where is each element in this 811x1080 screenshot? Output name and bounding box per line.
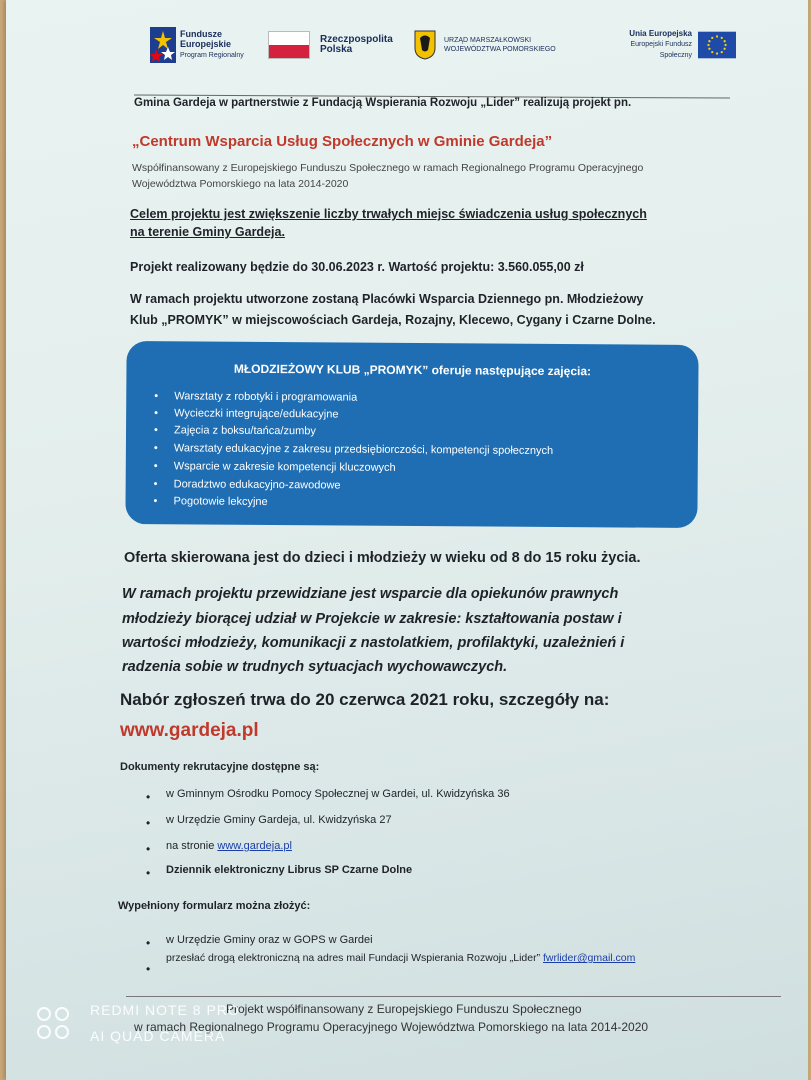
- goal-line1: Celem projektu jest zwiększenie liczby trwałych miejsc świadczenia usług społecznych: [130, 207, 647, 221]
- ue-line2: Europejski Fundusz Społeczny: [630, 41, 692, 59]
- fundusze-europejskie-logo: [150, 22, 244, 68]
- ue-line1: Unia Europejska: [629, 29, 692, 38]
- created-line1: W ramach projektu utworzone zostaną Placówki Wsparcia Dziennego pn. Młodzieżowy: [130, 292, 644, 306]
- docs-item-urzad: w Urzędzie Gminy Gardeja, ul. Kwidzyńska 27: [166, 814, 392, 826]
- eu-flag-icon: [698, 31, 736, 59]
- um-line1: URZĄD MARSZAŁKOWSKI: [444, 37, 532, 44]
- bullet: •: [146, 842, 151, 856]
- polish-flag-icon: [268, 31, 310, 59]
- urzad-marszalkowski-logo: [414, 22, 556, 68]
- cofinance-line2: Województwa Pomorskiego na lata 2014-2020: [132, 178, 349, 190]
- fe-stars-icon: [150, 27, 176, 63]
- activity-item: • Warsztaty edukacyjne z zakresu przedsiębiorczości, kompetencji społecznych: [174, 442, 553, 457]
- fe-line3: Program Regionalny: [180, 52, 244, 59]
- fe-line1: Fundusze: [180, 29, 222, 39]
- bullet: •: [146, 866, 151, 880]
- docs-item-website: [166, 840, 292, 852]
- project-title: „Centrum Wsparcia Usług Społecznych w Gminie Gardeja”: [132, 133, 553, 150]
- promyk-club-box: [125, 341, 698, 528]
- created-line2: Klub „PROMYK” w miejscowościach Gardeja, Rozajny, Klecewo, Cygany i Czarne Dolne.: [130, 313, 656, 327]
- activity-item: • Wycieczki integrujące/edukacyjne: [174, 407, 338, 420]
- activity-item: • Zajęcia z boksu/tańca/zumby: [174, 424, 316, 437]
- offer-text: Oferta skierowana jest do dzieci i młodzieży w wieku od 8 do 15 roku życia.: [124, 550, 641, 566]
- footer-line1: Projekt współfinansowany z Europejskiego Funduszu Społecznego: [226, 1002, 582, 1016]
- watermark-line2: AI QUAD CAMERA: [90, 1028, 226, 1044]
- club-title: MŁODZIEŻOWY KLUB „PROMYK” oferuje następujące zajęcia:: [233, 361, 592, 379]
- docs-website-link[interactable]: www.gardeja.pl: [217, 840, 292, 852]
- activity-item: • Doradztwo edukacyjno-zawodowe: [174, 478, 341, 491]
- recruitment-text: Nabór zgłoszeń trwa do 20 czerwca 2021 roku, szczegóły na:: [120, 690, 610, 709]
- intro-text: Gmina Gardeja w partnerstwie z Fundacją Wspierania Rozwoju „Lider” realizują projekt pn.: [134, 97, 632, 109]
- footer-line2: w ramach Regionalnego Programu Operacyjnego Województwa Pomorskiego na lata 2014-2020: [134, 1020, 649, 1034]
- docs-item-website-prefix: na stronie: [166, 840, 215, 852]
- docs-item-librus: Dziennik elektroniczny Librus SP Czarne Dolne: [166, 864, 413, 876]
- docs-heading: Dokumenty rekrutacyjne dostępne są:: [120, 761, 320, 773]
- pomorskie-griffin-icon: [414, 30, 436, 60]
- rp-line1: Rzeczpospolita: [320, 34, 393, 45]
- submit-heading: Wypełniony formularz można złożyć:: [118, 900, 311, 912]
- support-line2: młodzieży biorącej udział w Projekcie w zakresie: kształtowania postaw i: [122, 611, 622, 627]
- support-line1: W ramach projektu przewidziane jest wsparcie dla opiekunów prawnych: [122, 586, 619, 602]
- bullet: •: [146, 936, 151, 950]
- submit-item-office: w Urzędzie Gminy oraz w GOPS w Gardei: [166, 934, 373, 946]
- rzeczpospolita-logo: [268, 22, 393, 68]
- submit-email-prefix: przesłać drogą elektroniczną na adres mail Fundacji Wspierania Rozwoju „Lider”: [166, 952, 541, 964]
- website-link[interactable]: www.gardeja.pl: [120, 720, 259, 741]
- footer-divider: [126, 996, 781, 997]
- unia-europejska-logo: [601, 22, 736, 68]
- goal-line2: na terenie Gminy Gardeja.: [130, 225, 285, 239]
- docs-item-gops: w Gminnym Ośrodku Pomocy Społecznej w Gardei, ul. Kwidzyńska 36: [166, 788, 510, 800]
- email-link[interactable]: fwrlider@gmail.com: [543, 952, 636, 964]
- um-line2: WOJEWÓDZTWA POMORSKIEGO: [444, 46, 556, 53]
- bullet: •: [146, 962, 151, 976]
- submit-item-email: [166, 952, 635, 964]
- logo-bar: [146, 22, 736, 72]
- support-line3: wartości młodzieży, komunikacji z nastolatkiem, profilaktyki, uzależnień i: [122, 635, 625, 651]
- activity-item: • Warsztaty z robotyki i programowania: [174, 390, 357, 403]
- activity-item: • Wsparcie w zakresie kompetencji kluczowych: [174, 460, 396, 474]
- rp-line2: Polska: [320, 44, 353, 55]
- fe-line2: Europejskie: [180, 39, 232, 49]
- cofinance-line1: Współfinansowany z Europejskiego Funduszu Społecznego w ramach Regionalnego Programu Operacyjnego: [132, 162, 644, 174]
- camera-lens-icon: [34, 1004, 74, 1044]
- support-line4: radzenia sobie w trudnych sytuacjach wychowawczych.: [122, 659, 508, 675]
- duration-text: Projekt realizowany będzie do 30.06.2023 r. Wartość projektu: 3.560.055,00 zł: [130, 260, 584, 274]
- watermark-line1: REDMI NOTE 8 PRO: [90, 1002, 240, 1018]
- bullet: •: [146, 790, 151, 804]
- bullet: •: [146, 816, 151, 830]
- activity-item: • Pogotowie lekcyjne: [173, 495, 267, 508]
- leaflet-page: [6, 0, 808, 1080]
